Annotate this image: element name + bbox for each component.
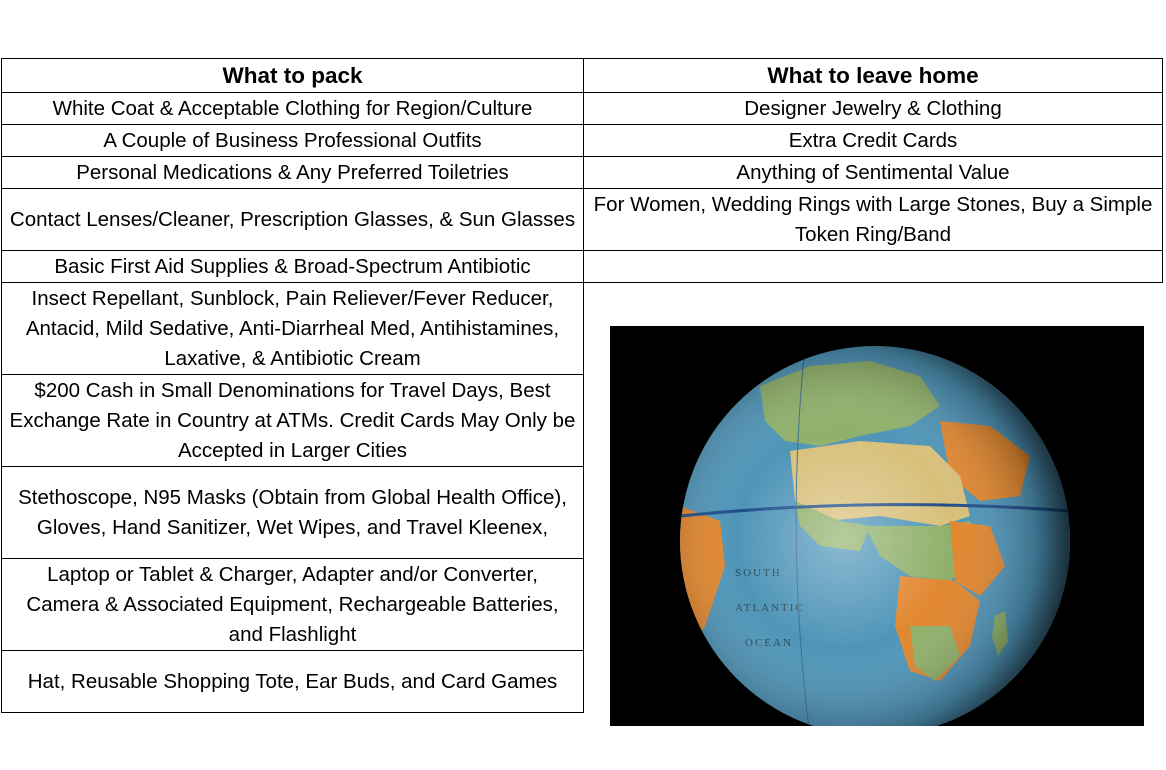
table-row: Insect Repellant, Sunblock, Pain Reliever/Fever Reducer, Antacid, Mild Sedative, Anti-Diarrheal Med, Antihistamines, Laxative, & Antibiotic Cream (1, 282, 584, 375)
table-row: Designer Jewelry & Clothing (583, 92, 1163, 125)
table-row: Contact Lenses/Cleaner, Prescription Glasses, & Sun Glasses (1, 188, 584, 251)
header-what-to-pack: What to pack (1, 58, 584, 93)
table-row: Personal Medications & Any Preferred Toiletries (1, 156, 584, 189)
table-row: White Coat & Acceptable Clothing for Region/Culture (1, 92, 584, 125)
globe-photo (610, 326, 1144, 726)
table-row: A Couple of Business Professional Outfits (1, 124, 584, 157)
table-row: Extra Credit Cards (583, 124, 1163, 157)
table-row: Hat, Reusable Shopping Tote, Ear Buds, and Card Games (1, 650, 584, 713)
table-row: Anything of Sentimental Value (583, 156, 1163, 189)
table-row: For Women, Wedding Rings with Large Stones, Buy a Simple Token Ring/Band (583, 188, 1163, 251)
header-what-to-leave-home: What to leave home (583, 58, 1163, 93)
table-row: Basic First Aid Supplies & Broad-Spectrum Antibiotic (1, 250, 584, 283)
table-row-empty (583, 250, 1163, 283)
table-row: Stethoscope, N95 Masks (Obtain from Global Health Office), Gloves, Hand Sanitizer, Wet Wipes, and Travel Kleenex, (1, 466, 584, 559)
globe-illustration (610, 326, 1144, 726)
globe-shading (680, 346, 1070, 726)
table-row: Laptop or Tablet & Charger, Adapter and/or Converter, Camera & Associated Equipment, Rechargeable Batteries, and Flashlight (1, 558, 584, 651)
table-row: $200 Cash in Small Denominations for Travel Days, Best Exchange Rate in Country at ATMs. Credit Cards May Only be Accepted in Larger Cities (1, 374, 584, 467)
